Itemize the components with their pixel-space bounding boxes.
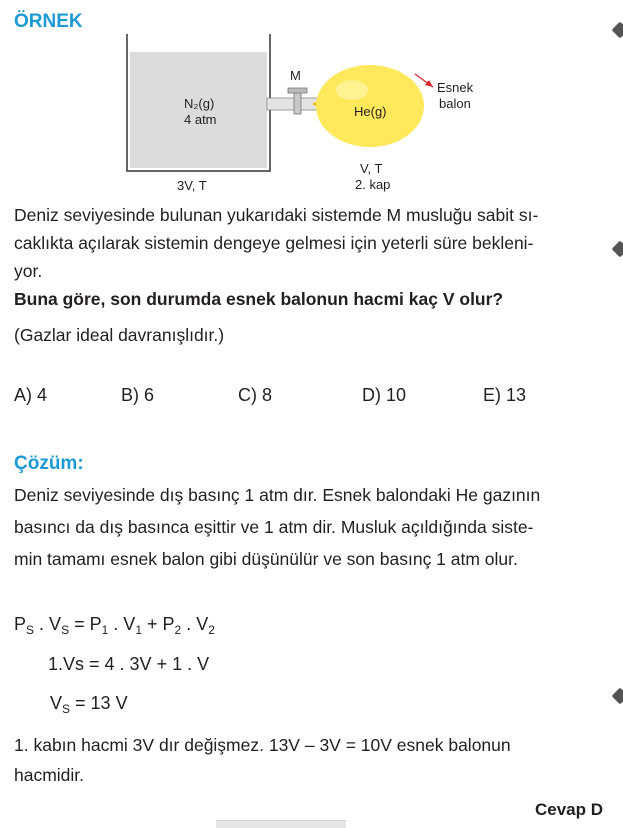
option-e[interactable]: E) 13 <box>483 385 527 405</box>
equation-3: $V_S = 13$ V <box>50 693 128 716</box>
option-a[interactable]: A) 4 <box>14 385 48 405</box>
edge-marker-icon <box>612 22 623 39</box>
question-line-1: Deniz seviyesinde bulunan yukarıdaki sistemde M musluğu sabit sı- <box>14 205 539 225</box>
equation-2: 1.Vs = 4 . 3V + 1 . V <box>48 654 210 674</box>
solution-heading: Çözüm: <box>14 453 84 474</box>
tank-gas-label: N₂(g) <box>184 96 215 111</box>
question-line-2: caklıkta açılarak sistemin dengeye gelmesi için yeterli süre bekleni- <box>14 233 534 253</box>
option-c[interactable]: C) 8 <box>238 385 273 405</box>
edge-marker-icon <box>612 688 623 705</box>
answer-label: Cevap D <box>535 800 604 819</box>
tank-caption: 3V, T <box>177 178 207 193</box>
equation-1: $P_S$ . $V_S = P_1$ . $V_1 + P_2$ . $V_2$ <box>14 614 215 637</box>
tank-pressure-label: 4 atm <box>184 112 217 127</box>
question-note: (Gazlar ideal davranışlıdır.) <box>14 325 225 345</box>
example-heading: ÖRNEK <box>14 11 83 32</box>
conclusion-line-2: hacmidir. <box>14 765 85 785</box>
balloon-gas-label: He(g) <box>354 104 387 119</box>
valve-label: M <box>290 68 301 83</box>
option-d[interactable]: D) 10 <box>362 385 407 405</box>
arrow-icon <box>425 80 433 87</box>
question-prompt: Buna göre, son durumda esnek balonun hacmi kaç V olur? <box>14 289 504 309</box>
balloon-label-2: balon <box>439 96 471 111</box>
conclusion-line-1: 1. kabın hacmi 3V dır değişmez. 13V – 3V = 10V esnek balonun <box>14 735 511 755</box>
balloon-label-1: Esnek <box>437 80 474 95</box>
edge-marker-icon <box>612 241 623 258</box>
solution-line-2: basıncı da dış basınca eşittir ve 1 atm dir. Musluk açıldığında siste- <box>14 517 534 537</box>
solution-line-3: min tamamı esnek balon gibi düşünülür ve son basınç 1 atm olur. <box>14 549 518 569</box>
balloon-caption-1: V, T <box>360 161 383 176</box>
balloon-caption-2: 2. kap <box>355 177 391 192</box>
solution-line-1: Deniz seviyesinde dış basınç 1 atm dır. Esnek balondaki He gazının <box>14 485 541 505</box>
question-line-3: yor. <box>14 261 43 281</box>
option-b[interactable]: B) 6 <box>121 385 155 405</box>
valve-icon <box>294 92 301 114</box>
